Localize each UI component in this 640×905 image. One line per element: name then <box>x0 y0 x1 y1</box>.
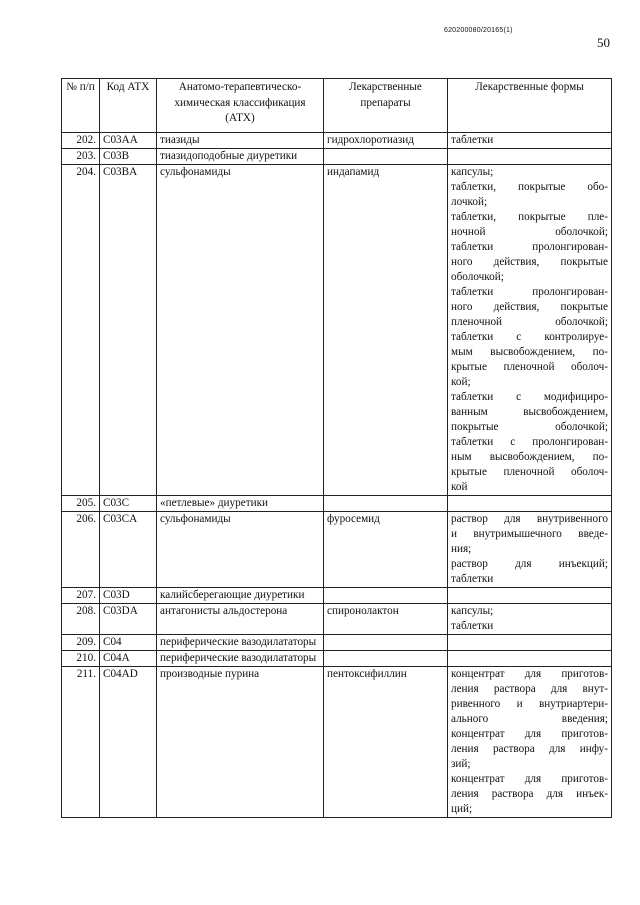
document-code: 620200080/20165(1) <box>444 27 513 34</box>
dosage-form-line: ления раствора для внут- <box>451 682 608 695</box>
atc-code: C03D <box>100 587 157 603</box>
atc-classification: производные пурина <box>157 666 324 817</box>
dosage-form-line: концентрат для приготов- <box>451 667 608 680</box>
dosage-form-line: крытые пленочной оболоч- <box>451 465 608 478</box>
table-row <box>62 666 612 817</box>
header-drugs: Лекарственные препараты <box>324 79 448 133</box>
dosage-form-line: таблетки, покрытые пле- <box>451 210 608 223</box>
dosage-form-line: таблетки с контролируе- <box>451 330 608 343</box>
dosage-form-line: таблетки пролонгирован- <box>451 285 608 298</box>
header-forms: Лекарственные формы <box>448 79 612 133</box>
atc-classification: сульфонамиды <box>157 164 324 495</box>
dosage-form-line: таблетки <box>451 619 494 632</box>
dosage-form-line: таблетки с модифициро- <box>451 390 608 403</box>
dosage-form-line: кой; <box>451 375 471 388</box>
atc-code: C03BA <box>100 164 157 495</box>
row-number: 204. <box>62 164 100 495</box>
drug-name <box>324 634 448 650</box>
header-num: № п/п <box>62 79 100 133</box>
drug-name: пентоксифиллин <box>324 666 448 817</box>
dosage-form-line: ального введения; <box>451 712 608 725</box>
table-row <box>62 148 612 164</box>
row-number: 209. <box>62 634 100 650</box>
dosage-forms <box>448 650 612 666</box>
header-code: Код АТХ <box>100 79 157 133</box>
dosage-forms <box>448 666 612 817</box>
dosage-form-line: покрытые оболочкой; <box>451 420 608 433</box>
dosage-form-line: зий; <box>451 757 471 770</box>
dosage-forms <box>448 511 612 587</box>
dosage-form-line: мым высвобождением, по- <box>451 345 608 358</box>
dosage-form-line: таблетки <box>451 133 494 146</box>
drug-name <box>324 650 448 666</box>
dosage-form-line: таблетки с пролонгирован- <box>451 435 608 448</box>
atc-code: C03CA <box>100 511 157 587</box>
table-row <box>62 495 612 511</box>
atc-code: C03B <box>100 148 157 164</box>
row-number: 203. <box>62 148 100 164</box>
table-row <box>62 650 612 666</box>
table-row <box>62 132 612 148</box>
dosage-form-line: ного действия, покрытые <box>451 300 608 313</box>
atc-classification: периферические вазодилататоры <box>157 634 324 650</box>
atc-table <box>61 78 612 818</box>
dosage-form-line: ления раствора для инъек- <box>451 787 608 800</box>
atc-code: C03AA <box>100 132 157 148</box>
drug-name: фуросемид <box>324 511 448 587</box>
table-row <box>62 164 612 495</box>
atc-code: C04AD <box>100 666 157 817</box>
drug-name: спиронолактон <box>324 603 448 634</box>
atc-code: C04A <box>100 650 157 666</box>
dosage-form-line: ления раствора для инфу- <box>451 742 608 755</box>
row-number: 208. <box>62 603 100 634</box>
atc-code: C03DA <box>100 603 157 634</box>
atc-classification: тиазидоподобные диуретики <box>157 148 324 164</box>
dosage-form-line: ния; <box>451 542 472 555</box>
row-number: 210. <box>62 650 100 666</box>
dosage-form-line: крытые пленочной оболоч- <box>451 360 608 373</box>
dosage-form-line: таблетки, покрытые обо- <box>451 180 608 193</box>
dosage-form-line: ривенного и внутриартери- <box>451 697 608 710</box>
table-header-row <box>62 79 612 133</box>
drug-name <box>324 148 448 164</box>
dosage-form-line: раствор для инъекций; <box>451 557 608 570</box>
dosage-form-line: пленочной оболочкой; <box>451 315 608 328</box>
atc-classification: калийсберегающие диуретики <box>157 587 324 603</box>
atc-classification: сульфонамиды <box>157 511 324 587</box>
dosage-forms <box>448 164 612 495</box>
dosage-forms <box>448 495 612 511</box>
dosage-form-line: ванным высвобождением, <box>451 405 608 418</box>
dosage-form-line: таблетки <box>451 572 494 585</box>
row-number: 207. <box>62 587 100 603</box>
atc-classification: периферические вазодилататоры <box>157 650 324 666</box>
dosage-form-line: лочкой; <box>451 195 488 208</box>
row-number: 202. <box>62 132 100 148</box>
dosage-forms <box>448 603 612 634</box>
dosage-forms <box>448 634 612 650</box>
drug-name: гидрохлоротиазид <box>324 132 448 148</box>
row-number: 205. <box>62 495 100 511</box>
row-number: 211. <box>62 666 100 817</box>
dosage-form-line: ного действия, покрытые <box>451 255 608 268</box>
atc-classification: «петлевые» диуретики <box>157 495 324 511</box>
dosage-form-line: концентрат для приготов- <box>451 772 608 785</box>
header-classification: Анатомо-терапевтическо-химическая классификация (АТХ) <box>157 79 324 133</box>
dosage-form-line: кой <box>451 480 468 493</box>
dosage-forms <box>448 148 612 164</box>
drug-name <box>324 495 448 511</box>
page-number: 50 <box>597 35 610 50</box>
dosage-form-line: оболочкой; <box>451 270 504 283</box>
drug-name: индапамид <box>324 164 448 495</box>
atc-code: C04 <box>100 634 157 650</box>
atc-code: C03C <box>100 495 157 511</box>
drug-name <box>324 587 448 603</box>
dosage-forms <box>448 587 612 603</box>
dosage-form-line: капсулы; <box>451 604 494 617</box>
table-row <box>62 603 612 634</box>
table-row <box>62 511 612 587</box>
row-number: 206. <box>62 511 100 587</box>
atc-classification: тиазиды <box>157 132 324 148</box>
dosage-form-line: капсулы; <box>451 165 494 178</box>
dosage-forms <box>448 132 612 148</box>
atc-classification: антагонисты альдостерона <box>157 603 324 634</box>
dosage-form-line: концентрат для приготов- <box>451 727 608 740</box>
dosage-form-line: и внутримышечного введе- <box>451 527 608 540</box>
dosage-form-line: ночной оболочкой; <box>451 225 608 238</box>
dosage-form-line: ным высвобождением, по- <box>451 450 608 463</box>
dosage-form-line: ций; <box>451 802 473 815</box>
table-row <box>62 634 612 650</box>
table-row <box>62 587 612 603</box>
dosage-form-line: раствор для внутривенного <box>451 512 608 525</box>
dosage-form-line: таблетки пролонгирован- <box>451 240 608 253</box>
